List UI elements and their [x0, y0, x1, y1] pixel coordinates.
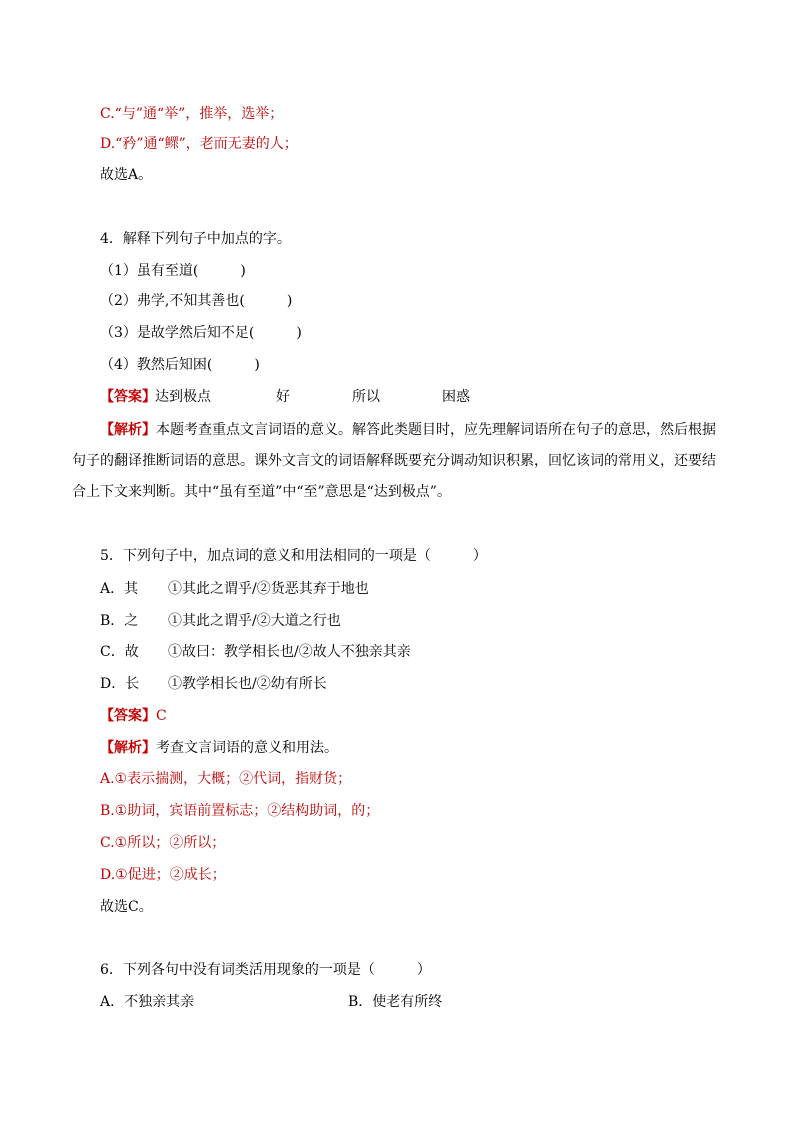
q6-option-a: A．不独亲其亲	[100, 994, 195, 1010]
q4-analysis-text-1: 本题考查重点文言词语的意义。解答此类题目时，应先理解词语所在句子的意思，然后根据	[156, 422, 716, 438]
q4-answer-3: 所以	[352, 389, 380, 405]
q4-analysis-line-2: 句子的翻译推断词语的意思。课外文言文的词语解释既要充分调动知识积累，回忆该词的常用义，还要结	[72, 453, 716, 469]
q5-option-d-label: D．长	[100, 676, 140, 692]
q4-item-4: （4）教然后知困( )	[100, 357, 260, 373]
q4-stem: 4．解释下列句子中加点的字。	[100, 231, 291, 247]
q5-option-c-label: C．故	[100, 644, 139, 660]
q4-analysis-tag: 【解析】	[100, 422, 156, 438]
q6-stem: 6．下列各句中没有词类活用现象的一项是（ ）	[100, 962, 431, 978]
q6-option-b: B．使老有所终	[348, 994, 443, 1010]
q3-conclusion: 故选A。	[100, 167, 153, 183]
q5-option-b-text: ①其此之谓乎/②大道之行也	[168, 613, 341, 629]
q5-analysis-item-b: B.①助词，宾语前置标志；②结构助词，的；	[100, 803, 380, 819]
q5-option-b-label: B．之	[100, 613, 139, 629]
q4-answer-1: 达到极点	[155, 389, 211, 405]
q4-item-1: （1）虽有至道( )	[100, 263, 246, 279]
q4-item-2: （2）弗学,不知其善也( )	[100, 293, 293, 309]
q4-answer-tag: 【答案】	[100, 389, 156, 405]
q4-answer-4: 困惑	[442, 389, 470, 405]
q3-option-d: D.“矜”通“鳏”，老而无妻的人；	[100, 136, 298, 152]
q5-answer-value: C	[156, 708, 167, 724]
q5-analysis-item-d: D.①促进；②成长；	[100, 867, 226, 883]
q5-analysis-item-c: C.①所以；②所以；	[100, 835, 226, 851]
q5-option-d-text: ①教学相长也/②幼有所长	[168, 676, 327, 692]
q5-option-a-label: A．其	[100, 581, 139, 597]
q5-stem: 5．下列句子中，加点词的意义和用法相同的一项是（ ）	[100, 548, 487, 564]
q5-answer-tag: 【答案】	[100, 708, 156, 724]
q5-answer-line	[100, 706, 167, 726]
q4-answer-2: 好	[276, 389, 290, 405]
q5-analysis-intro: 考查文言词语的意义和用法。	[156, 740, 338, 756]
q5-analysis-line	[100, 738, 338, 758]
q5-option-c-text: ①故曰：教学相长也/②故人不独亲其亲	[168, 644, 411, 660]
q4-item-3: （3）是故学然后知不足( )	[100, 325, 302, 341]
q3-option-c: C.“与”通“举”，推举，选举；	[100, 106, 284, 122]
q4-analysis-line-3: 合上下文来判断。其中“虽有至道”中“至”意思是“达到极点”。	[72, 484, 451, 500]
q5-analysis-tag: 【解析】	[100, 740, 156, 756]
q5-conclusion: 故选C。	[100, 899, 153, 915]
q5-option-a-text: ①其此之谓乎/②货恶其弃于地也	[168, 581, 369, 597]
q4-analysis-line-1	[100, 420, 716, 440]
q5-analysis-item-a: A.①表示揣测，大概；②代词，指财货；	[100, 771, 352, 787]
